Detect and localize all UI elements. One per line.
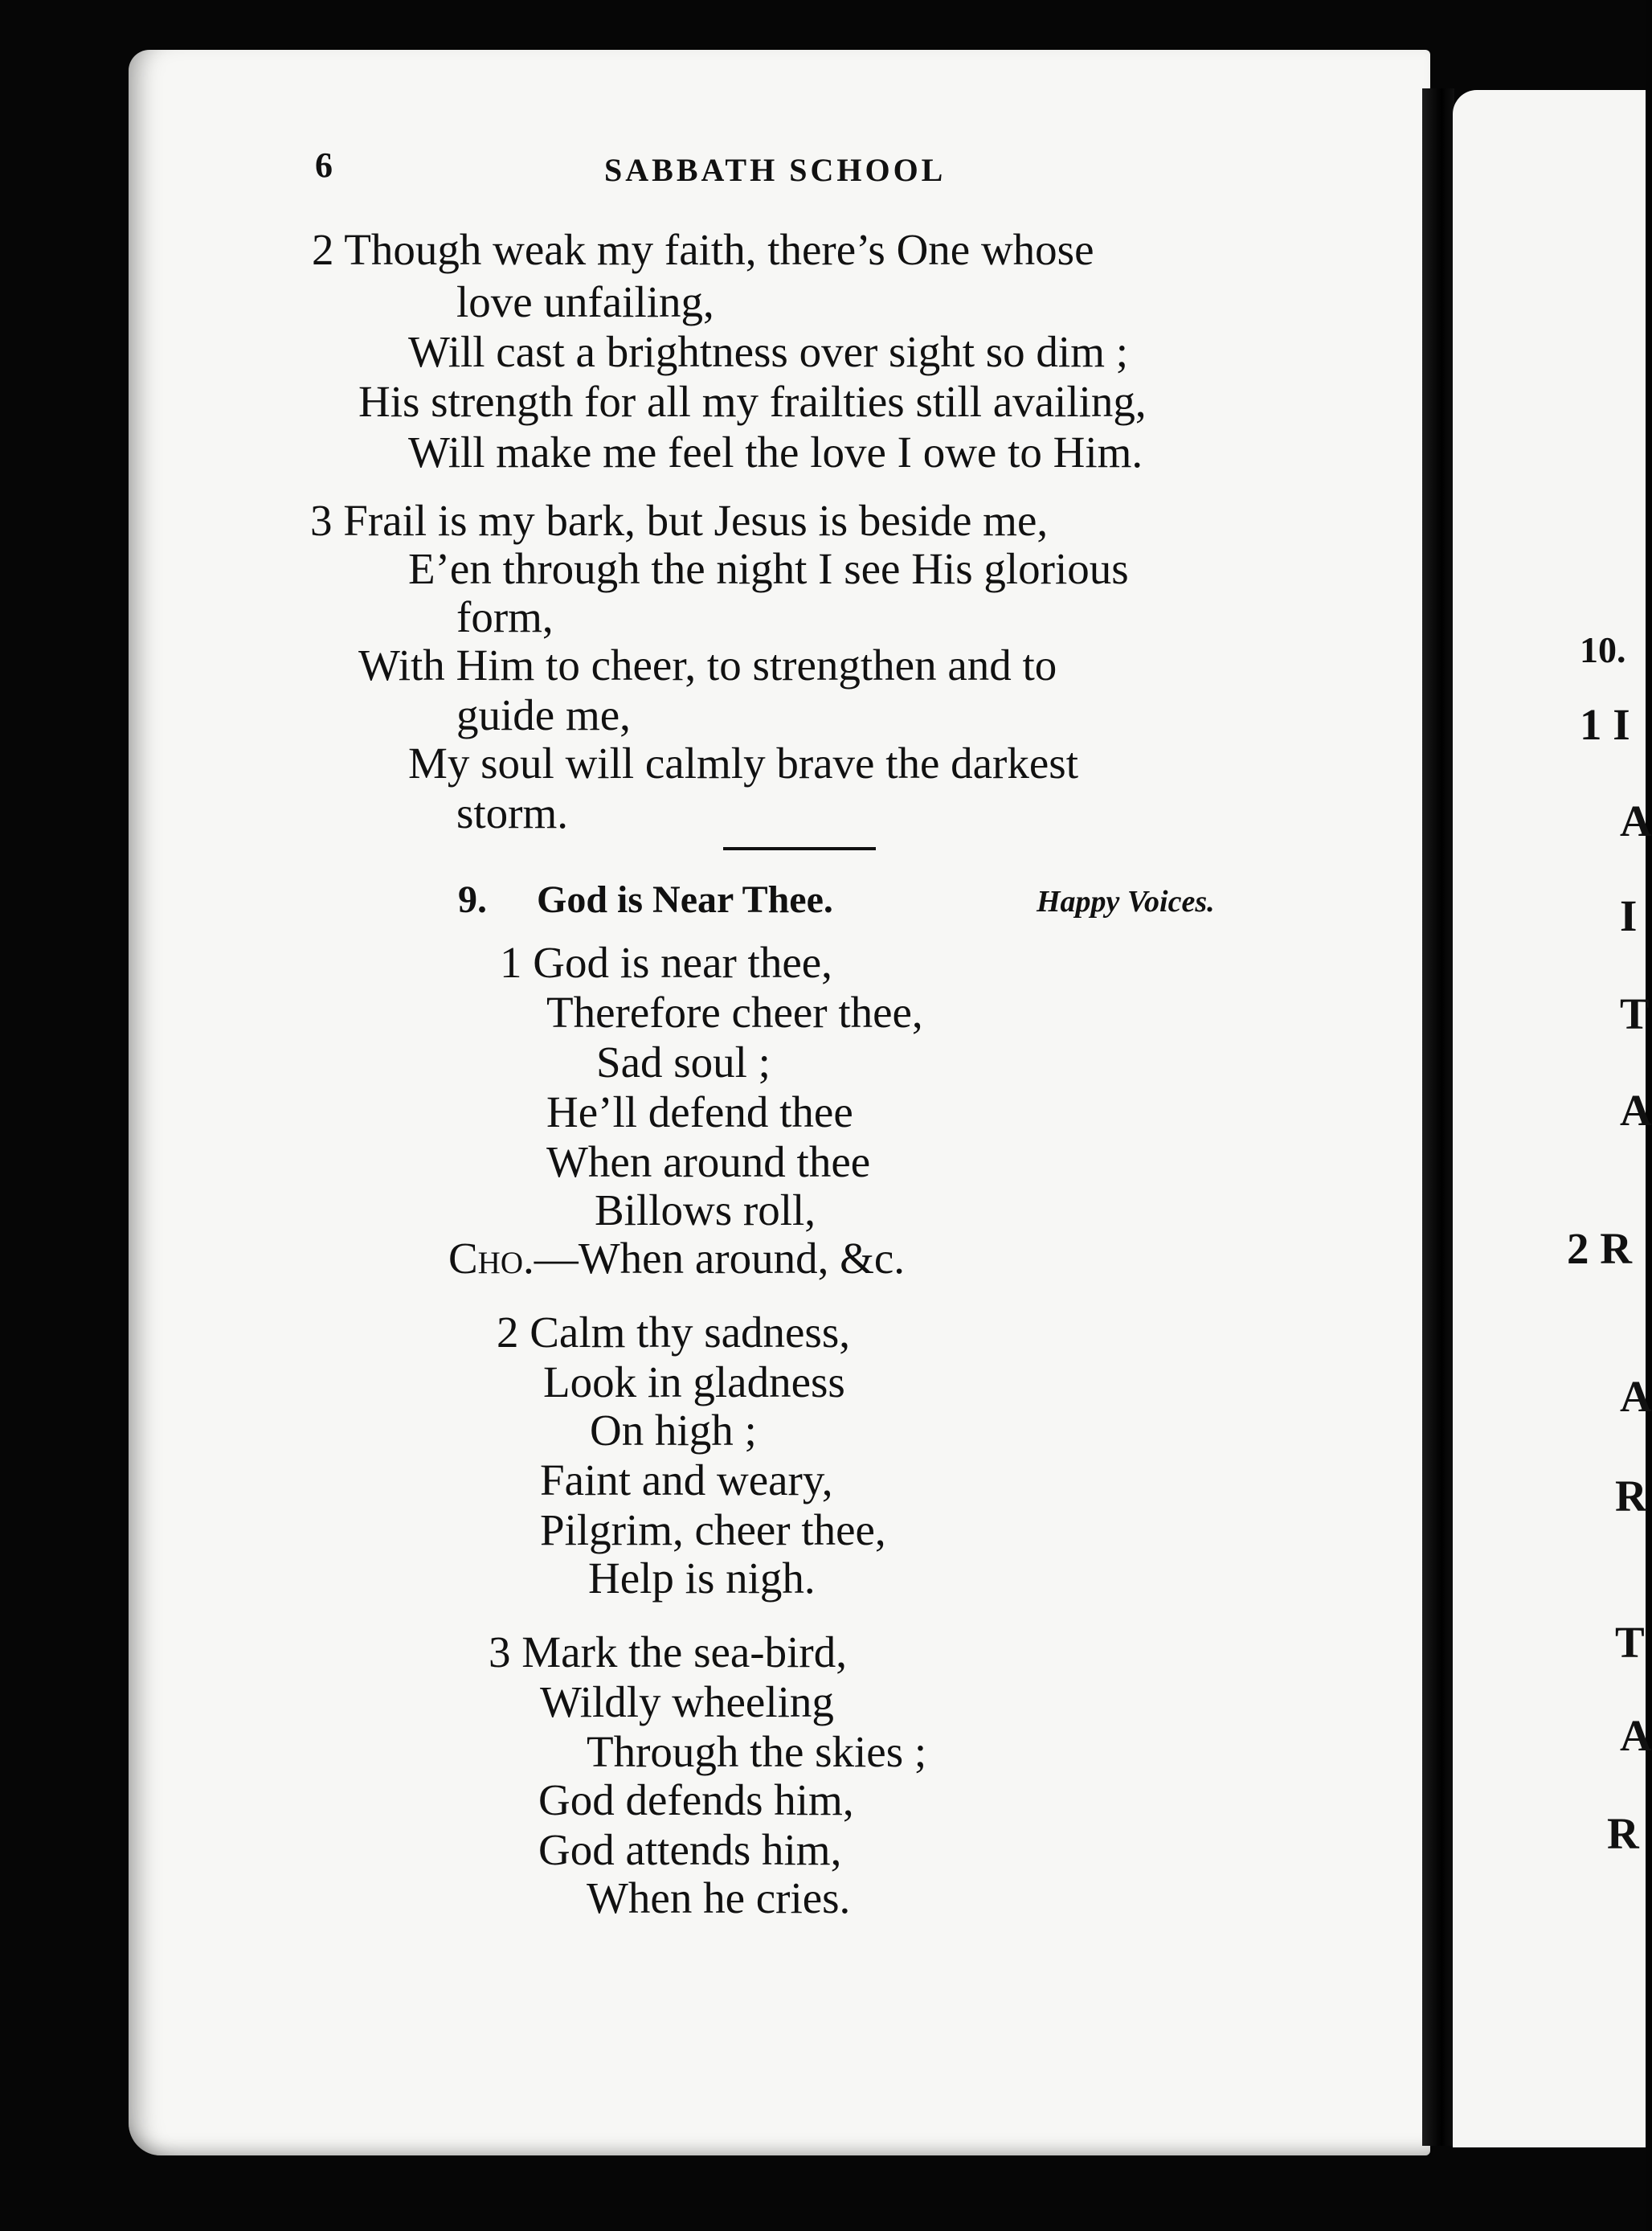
stanza-line: When he cries. — [587, 1873, 851, 1922]
book-gutter — [1422, 88, 1454, 2146]
page-number: 6 — [315, 145, 333, 185]
verse-line: form, — [456, 592, 554, 641]
chorus-label: Cho. — [448, 1234, 534, 1283]
right-line-fragment: A — [1620, 1372, 1652, 1421]
stanza-line: God attends him, — [538, 1825, 842, 1874]
section-divider — [723, 847, 876, 850]
tune-source: Happy Voices. — [1037, 885, 1215, 919]
stanza-line: Faint and weary, — [540, 1455, 833, 1504]
stanza-line: Therefore cheer thee, — [546, 988, 923, 1037]
stanza-line: Pilgrim, cheer thee, — [540, 1505, 886, 1554]
stanza-line: God defends him, — [538, 1775, 854, 1824]
stanza-line: Look in gladness — [543, 1357, 845, 1406]
right-line-fragment: A — [1620, 1086, 1652, 1135]
right-line-fragment: T — [1620, 989, 1650, 1038]
stanza-line: Through the skies ; — [587, 1727, 927, 1776]
stanza-line: On high ; — [590, 1406, 757, 1455]
stanza-line: Wildly wheeling — [540, 1677, 834, 1726]
verse-line: Will cast a brightness over sight so dim ; — [408, 327, 1129, 376]
right-line-fragment: I — [1620, 891, 1638, 940]
verse-line: With Him to cheer, to strengthen and to — [358, 641, 1057, 690]
stanza-line: When around thee — [546, 1137, 871, 1186]
right-line-fragment: A — [1620, 796, 1652, 845]
verse-line: 3 Frail is my bark, but Jesus is beside me, — [310, 496, 1049, 545]
right-line-fragment: A — [1620, 1711, 1652, 1760]
verse-line: His strength for all my frailties still availing, — [358, 377, 1147, 426]
hymn-number: 9. — [458, 878, 487, 921]
stanza-line: 3 Mark the sea-bird, — [489, 1627, 847, 1676]
verse-line: love unfailing, — [456, 277, 714, 326]
verse-line: My soul will calmly brave the darkest — [408, 739, 1078, 788]
right-line-fragment: R — [1607, 1809, 1639, 1858]
stanza-line: He’ll defend thee — [546, 1087, 853, 1136]
verse-line: 2 Though weak my faith, there’s One whose — [312, 225, 1094, 274]
right-hymn-number: 10. — [1580, 629, 1626, 670]
chorus-text: —When around, &c. — [534, 1234, 906, 1283]
right-line-fragment: R — [1615, 1472, 1647, 1521]
stanza-line: Sad soul ; — [596, 1038, 771, 1087]
stanza-line: 2 Calm thy sadness, — [497, 1308, 850, 1357]
verse-line: E’en through the night I see His glorious — [408, 544, 1129, 593]
stanza-line: 1 God is near thee, — [500, 938, 832, 987]
chorus-line — [448, 1234, 906, 1283]
right-line-fragment: 2 R — [1567, 1224, 1632, 1273]
stanza-line: Help is nigh. — [588, 1554, 816, 1603]
running-head: SABBATH SCHOOL — [604, 152, 947, 188]
verse-line: guide me, — [456, 690, 631, 739]
verse-line: storm. — [456, 788, 569, 837]
hymn-title: God is Near Thee. — [537, 878, 833, 921]
stanza-line: Billows roll, — [595, 1185, 816, 1234]
verse-line: Will make me feel the love I owe to Him. — [408, 428, 1143, 477]
right-line-fragment: 1 I — [1580, 700, 1630, 749]
right-line-fragment: T — [1615, 1618, 1645, 1667]
